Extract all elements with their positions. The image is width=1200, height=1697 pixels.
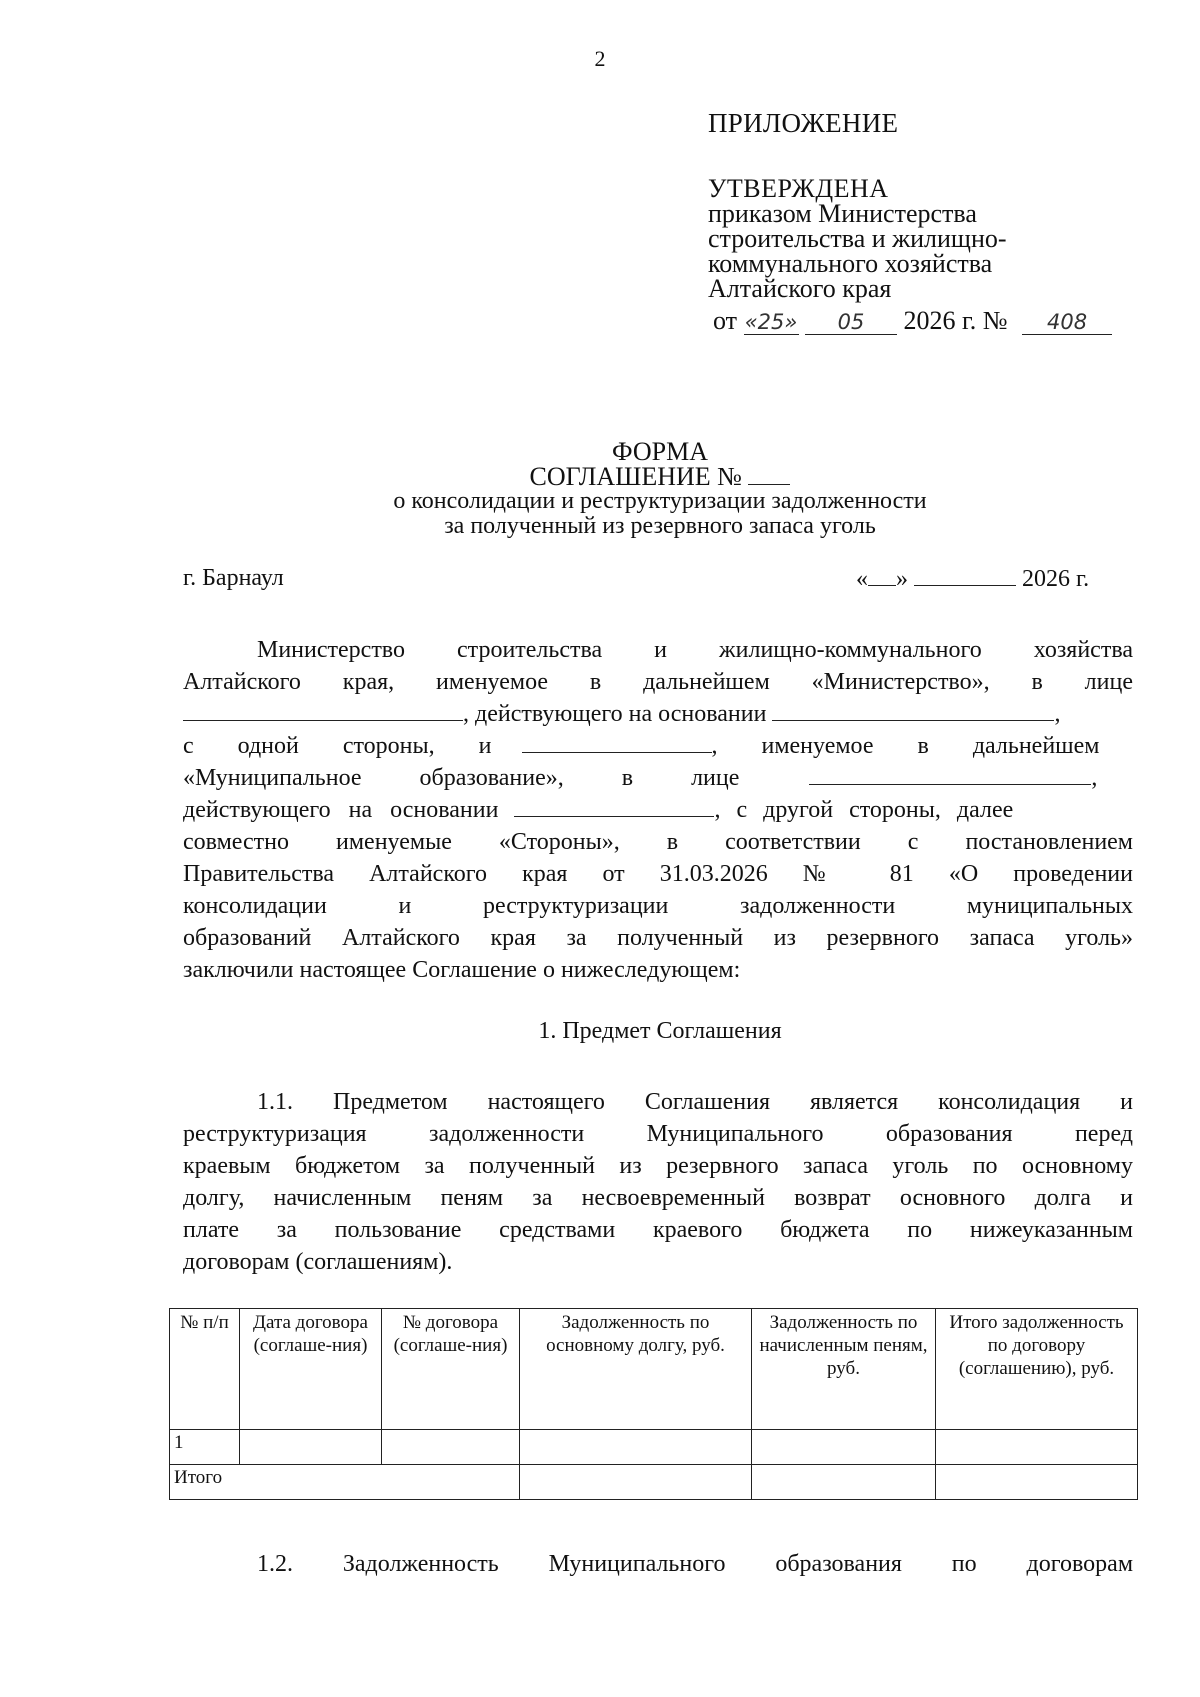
date-year: 2026 г. [903,306,977,335]
cell [752,1465,936,1500]
day-blank [868,565,896,586]
cell [520,1465,752,1500]
text-line: долгу, начисленным пеням за несвоевременный возврат основного долга и [183,1185,1133,1211]
agreement-date: « » 2026 г. [856,566,1090,592]
cell [382,1430,520,1465]
text-line: образований Алтайского края за полученный из резервного запаса уголь» [183,925,1133,951]
table-header-row [170,1309,1138,1430]
fill-blank [809,762,1091,785]
text-line: заключили настоящее Соглашение о нижеследующем: [183,957,741,983]
approval-date-line [713,306,1112,336]
debt-table [169,1308,1138,1500]
clause-1-2 [183,1548,1133,1580]
text-line: «Муниципальное образование», в лице , [183,762,1133,794]
page-number: 2 [594,46,606,71]
text-line: краевым бюджетом за полученный из резервного запаса уголь по основному [183,1153,1133,1179]
text-line: совместно именуемые «Стороны», в соответствии с постановлением [183,829,1133,855]
date-prefix: от [713,306,738,335]
agreement-number-blank [748,462,790,485]
handwritten-month: 05 [805,310,897,335]
section-title: 1. Предмет Соглашения [538,1018,782,1044]
text-line: 1.1. Предметом настоящего Соглашения является консолидация и [257,1089,1133,1115]
city: г. Барнаул [183,565,284,591]
approval-line: коммунального хозяйства [708,249,993,278]
header-number: № п/п [170,1309,240,1430]
approval-line: приказом Министерства [708,199,977,228]
text-line: Министерство строительства и жилищно-коммунального хозяйства [257,637,1133,663]
fill-blank [183,698,463,721]
text-line: плате за пользование средствами краевого бюджета по нижеуказанным [183,1217,1133,1243]
header-principal-debt: Задолженность по основному долгу, руб. [520,1309,752,1430]
text-line: реструктуризация задолженности Муниципального образования перед [183,1121,1133,1147]
cell [752,1430,936,1465]
form-label: ФОРМА [612,437,708,466]
agreement-subtitle: за полученный из резервного запаса уголь [444,513,876,539]
total-label: Итого [170,1465,520,1500]
intro-paragraph [183,634,1133,986]
header-total-debt: Итого задолженность по договору (соглашению), руб. [936,1309,1138,1430]
clause-1-1 [183,1086,1133,1278]
cell [240,1430,382,1465]
agreement-title: СОГЛАШЕНИЕ № [0,462,1200,492]
cell [936,1430,1138,1465]
approval-line: Алтайского края [708,274,892,303]
header-penalty-debt: Задолженность по начисленным пеням, руб. [752,1309,936,1430]
row-number: 1 [170,1430,240,1465]
cell [936,1465,1138,1500]
text-line: действующего на основании , с другой стороны, далее [183,794,1133,826]
table-row [170,1430,1138,1465]
text-line: договорам (соглашениям). [183,1249,453,1275]
fill-blank [514,794,714,817]
text-line: с одной стороны, и , именуемое в дальнейшем [183,730,1133,762]
number-sign: № [982,306,1008,335]
table-total-row [170,1465,1138,1500]
approval-line: строительства и жилищно- [708,224,1007,253]
text-line: , действующего на основании , [183,698,1133,730]
text-line: 1.2. Задолженность Муниципального образования по договорам [257,1551,1133,1577]
fill-blank [772,698,1054,721]
text-line: Алтайского края, именуемое в дальнейшем «Министерство», в лице [183,669,1133,695]
handwritten-day: «25» [744,310,798,334]
month-blank [914,565,1016,586]
header-contract-number: № договора (соглаше-ния) [382,1309,520,1430]
text-line: Правительства Алтайского края от 31.03.2026 № 81 «О проведении [183,861,1133,887]
approval-line: УТВЕРЖДЕНА [708,174,889,203]
appendix-heading: ПРИЛОЖЕНИЕ [708,108,899,138]
cell [520,1430,752,1465]
approval-block [708,176,1007,301]
text-line: консолидации и реструктуризации задолженности муниципальных [183,893,1133,919]
header-contract-date: Дата договора (соглаше-ния) [240,1309,382,1430]
handwritten-order-number: 408 [1022,310,1112,335]
agreement-subtitle: о консолидации и реструктуризации задолженности [393,488,927,514]
fill-blank [522,730,712,753]
